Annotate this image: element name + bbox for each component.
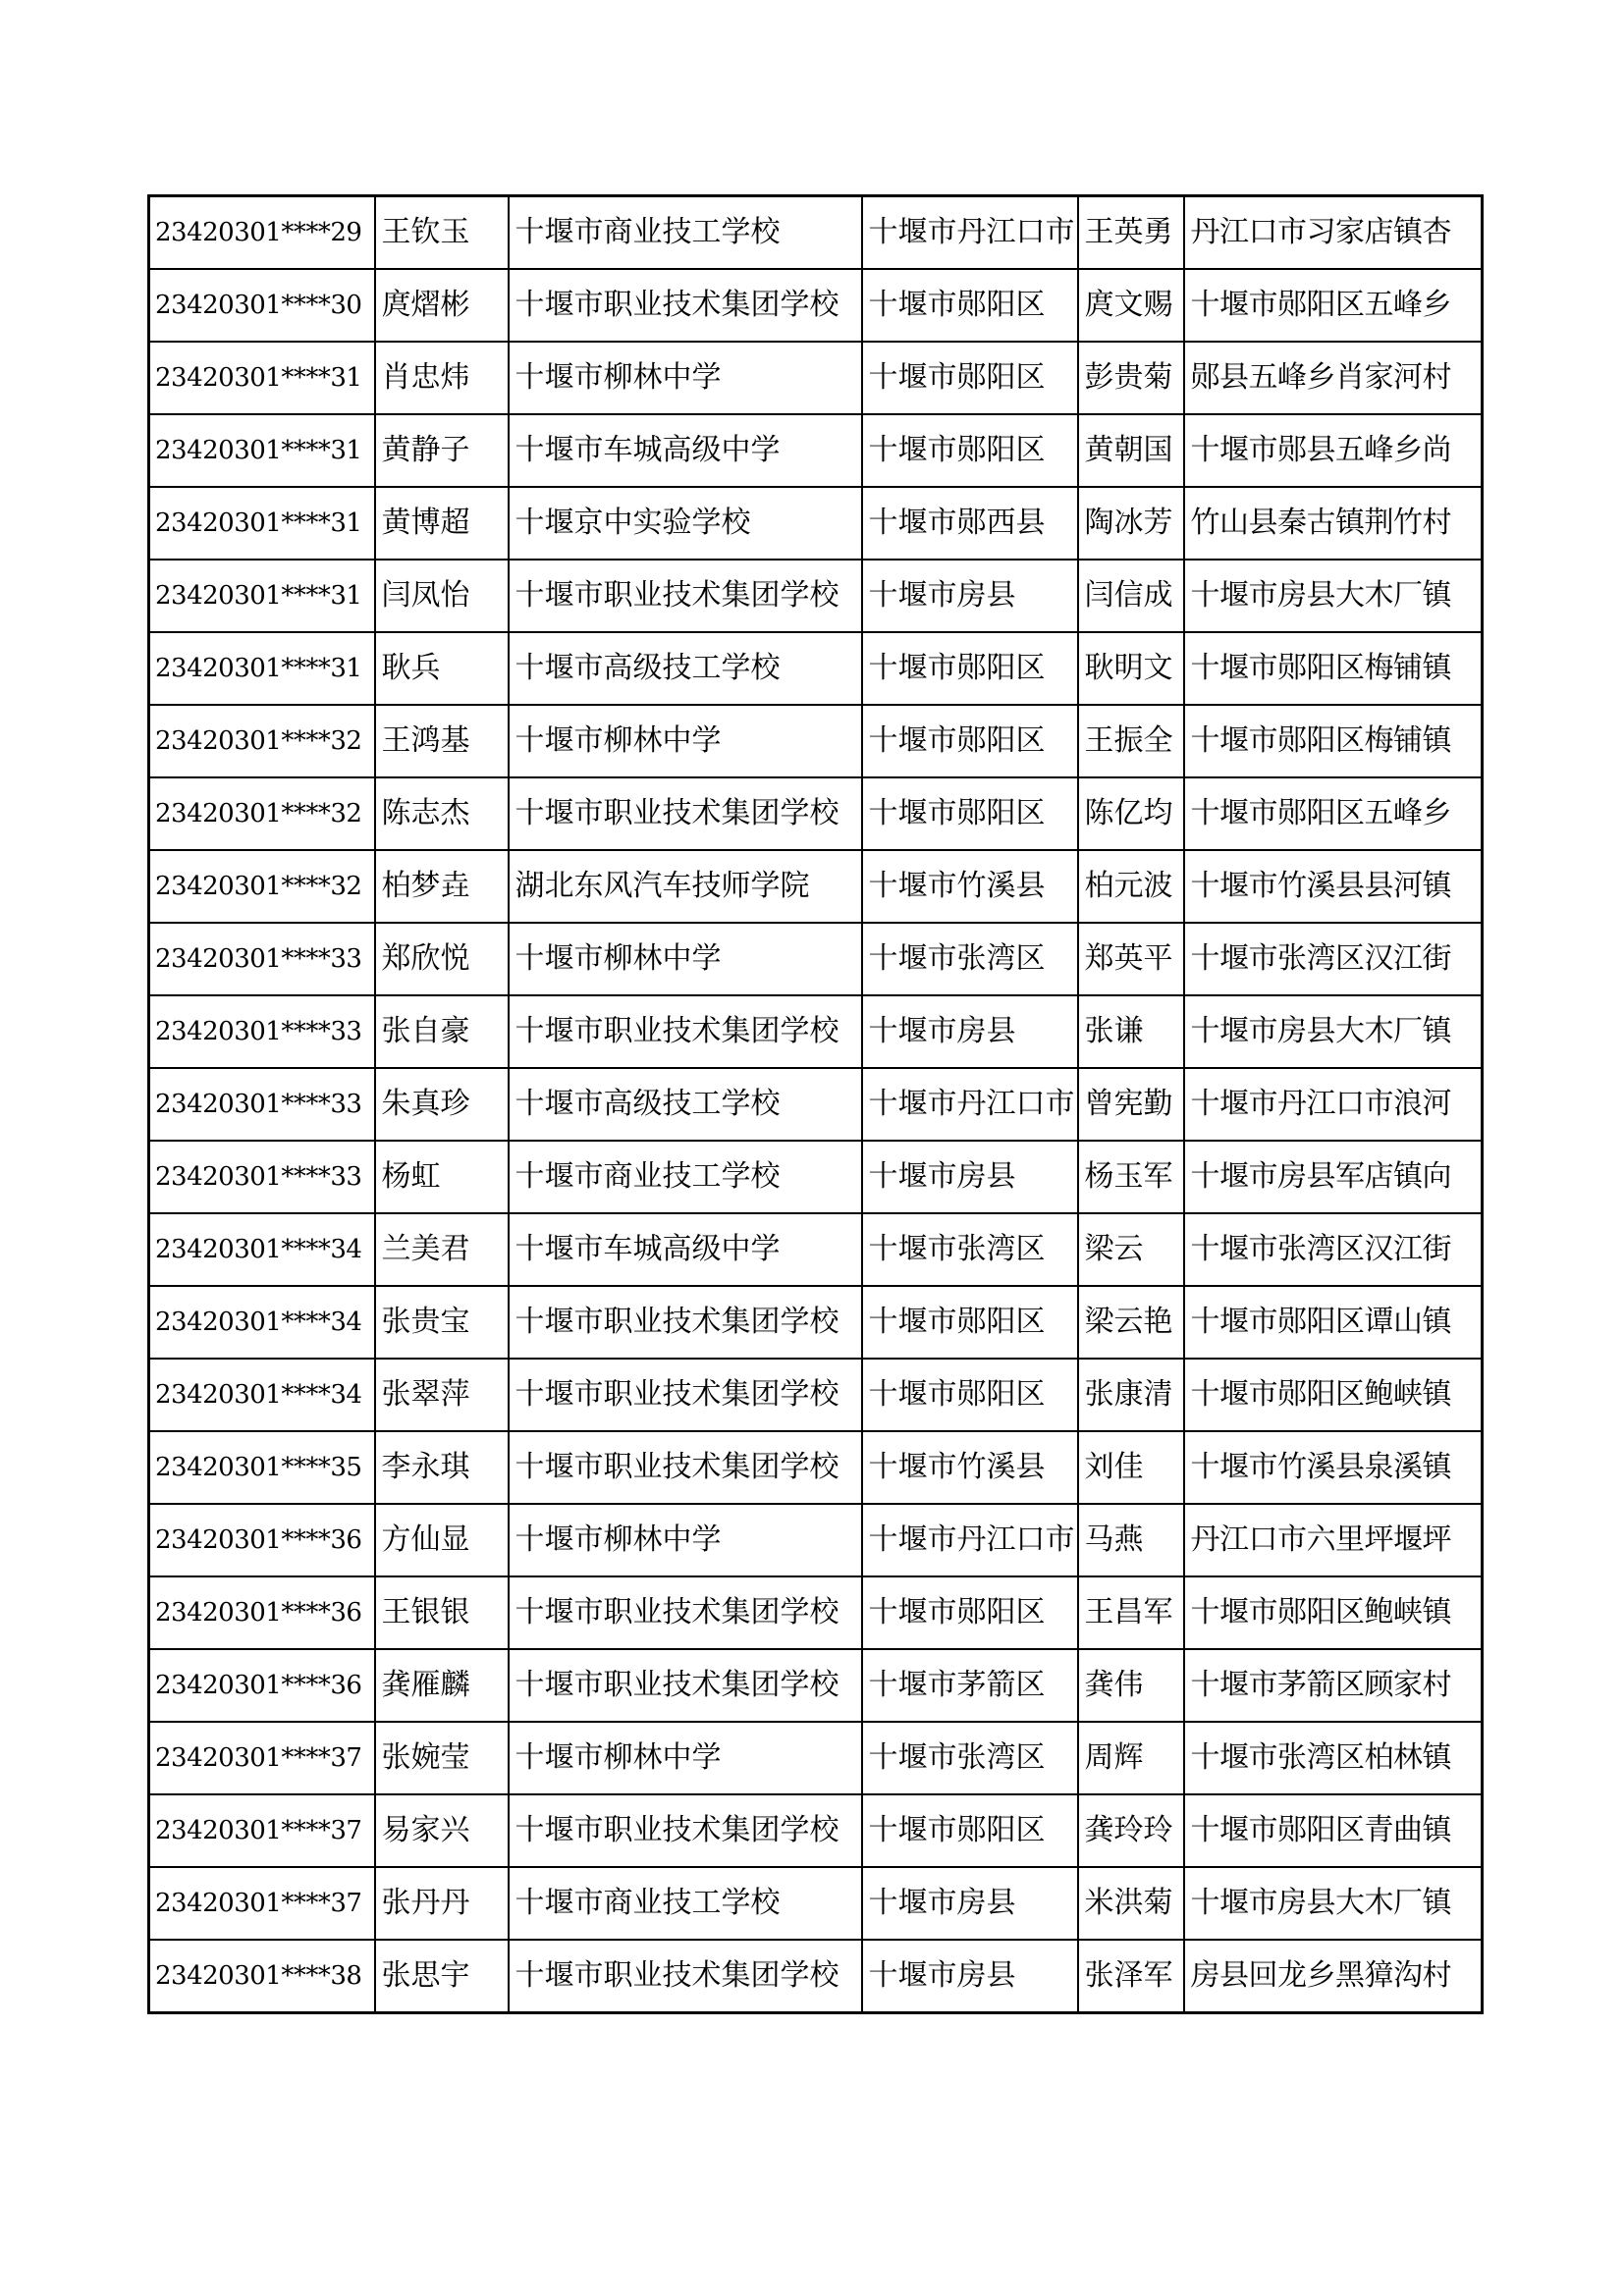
region-cell: 十堰市郧阳区 <box>862 342 1078 414</box>
table-row <box>149 1213 1483 1286</box>
region-cell: 十堰市郧阳区 <box>862 269 1078 342</box>
address-cell: 十堰市房县大木厂镇 <box>1184 560 1483 632</box>
address-cell: 十堰市郧阳区鲍峡镇 <box>1184 1576 1483 1649</box>
guardian-name-cell: 王振全 <box>1078 705 1184 777</box>
student-name-cell: 肖忠炜 <box>375 342 509 414</box>
address-cell: 十堰市竹溪县泉溪镇 <box>1184 1431 1483 1504</box>
address-cell: 竹山县秦古镇荆竹村 <box>1184 487 1483 560</box>
school-cell: 十堰市柳林中学 <box>509 342 862 414</box>
guardian-name-cell: 耿明文 <box>1078 632 1184 705</box>
address-cell: 十堰市房县大木厂镇 <box>1184 1867 1483 1940</box>
address-cell: 十堰市房县大木厂镇 <box>1184 995 1483 1068</box>
table-row <box>149 777 1483 850</box>
school-cell: 十堰市柳林中学 <box>509 923 862 995</box>
guardian-name-cell: 柏元波 <box>1078 850 1184 923</box>
id-number-cell: 23420301****36 <box>149 1649 375 1722</box>
address-cell: 房县回龙乡黑獐沟村 <box>1184 1940 1483 2013</box>
school-cell: 十堰市职业技术集团学校 <box>509 1359 862 1431</box>
student-name-cell: 方仙显 <box>375 1504 509 1576</box>
guardian-name-cell: 王昌军 <box>1078 1576 1184 1649</box>
id-number-cell: 23420301****37 <box>149 1722 375 1794</box>
region-cell: 十堰市房县 <box>862 1141 1078 1213</box>
school-cell: 十堰市职业技术集团学校 <box>509 1940 862 2013</box>
student-name-cell: 龚雁麟 <box>375 1649 509 1722</box>
school-cell: 十堰市商业技工学校 <box>509 1141 862 1213</box>
guardian-name-cell: 周辉 <box>1078 1722 1184 1794</box>
region-cell: 十堰市竹溪县 <box>862 1431 1078 1504</box>
school-cell: 十堰京中实验学校 <box>509 487 862 560</box>
guardian-name-cell: 张康清 <box>1078 1359 1184 1431</box>
guardian-name-cell: 闫信成 <box>1078 560 1184 632</box>
region-cell: 十堰市丹江口市 <box>862 1504 1078 1576</box>
table-row <box>149 414 1483 487</box>
student-name-cell: 李永琪 <box>375 1431 509 1504</box>
id-number-cell: 23420301****35 <box>149 1431 375 1504</box>
student-name-cell: 张婉莹 <box>375 1722 509 1794</box>
id-number-cell: 23420301****34 <box>149 1359 375 1431</box>
table-row <box>149 850 1483 923</box>
student-name-cell: 耿兵 <box>375 632 509 705</box>
region-cell: 十堰市郧阳区 <box>862 1359 1078 1431</box>
region-cell: 十堰市房县 <box>862 1867 1078 1940</box>
student-name-cell: 王鸿基 <box>375 705 509 777</box>
address-cell: 十堰市竹溪县县河镇 <box>1184 850 1483 923</box>
id-number-cell: 23420301****36 <box>149 1576 375 1649</box>
student-name-cell: 张自豪 <box>375 995 509 1068</box>
region-cell: 十堰市郧阳区 <box>862 705 1078 777</box>
region-cell: 十堰市茅箭区 <box>862 1649 1078 1722</box>
table-row <box>149 1504 1483 1576</box>
id-number-cell: 23420301****32 <box>149 850 375 923</box>
region-cell: 十堰市房县 <box>862 995 1078 1068</box>
school-cell: 湖北东风汽车技师学院 <box>509 850 862 923</box>
address-cell: 十堰市郧阳区梅铺镇 <box>1184 705 1483 777</box>
student-name-cell: 郑欣悦 <box>375 923 509 995</box>
table-row <box>149 196 1483 270</box>
school-cell: 十堰市职业技术集团学校 <box>509 1576 862 1649</box>
address-cell: 郧县五峰乡肖家河村 <box>1184 342 1483 414</box>
student-name-cell: 兰美君 <box>375 1213 509 1286</box>
guardian-name-cell: 梁云艳 <box>1078 1286 1184 1359</box>
region-cell: 十堰市郧阳区 <box>862 1794 1078 1867</box>
table-row <box>149 705 1483 777</box>
school-cell: 十堰市车城高级中学 <box>509 414 862 487</box>
guardian-name-cell: 庹文赐 <box>1078 269 1184 342</box>
student-name-cell: 张贵宝 <box>375 1286 509 1359</box>
school-cell: 十堰市职业技术集团学校 <box>509 1286 862 1359</box>
student-name-cell: 黄静子 <box>375 414 509 487</box>
id-number-cell: 23420301****34 <box>149 1213 375 1286</box>
address-cell: 十堰市房县军店镇向 <box>1184 1141 1483 1213</box>
region-cell: 十堰市房县 <box>862 560 1078 632</box>
school-cell: 十堰市职业技术集团学校 <box>509 995 862 1068</box>
id-number-cell: 23420301****37 <box>149 1794 375 1867</box>
student-name-cell: 黄博超 <box>375 487 509 560</box>
student-name-cell: 杨虹 <box>375 1141 509 1213</box>
address-cell: 十堰市郧阳区谭山镇 <box>1184 1286 1483 1359</box>
guardian-name-cell: 王英勇 <box>1078 196 1184 270</box>
school-cell: 十堰市商业技工学校 <box>509 1867 862 1940</box>
student-name-cell: 张翠萍 <box>375 1359 509 1431</box>
id-number-cell: 23420301****32 <box>149 777 375 850</box>
school-cell: 十堰市柳林中学 <box>509 1722 862 1794</box>
region-cell: 十堰市张湾区 <box>862 1213 1078 1286</box>
address-cell: 十堰市郧阳区鲍峡镇 <box>1184 1359 1483 1431</box>
table-row <box>149 1359 1483 1431</box>
id-number-cell: 23420301****31 <box>149 342 375 414</box>
table-row <box>149 1867 1483 1940</box>
id-number-cell: 23420301****33 <box>149 923 375 995</box>
student-roster-table <box>147 194 1484 2014</box>
student-name-cell: 朱真珍 <box>375 1068 509 1141</box>
student-name-cell: 柏梦垚 <box>375 850 509 923</box>
region-cell: 十堰市郧阳区 <box>862 1286 1078 1359</box>
region-cell: 十堰市张湾区 <box>862 1722 1078 1794</box>
guardian-name-cell: 张谦 <box>1078 995 1184 1068</box>
table-row <box>149 632 1483 705</box>
address-cell: 十堰市张湾区汉江街 <box>1184 923 1483 995</box>
region-cell: 十堰市房县 <box>862 1940 1078 2013</box>
school-cell: 十堰市职业技术集团学校 <box>509 1794 862 1867</box>
region-cell: 十堰市郧阳区 <box>862 414 1078 487</box>
guardian-name-cell: 张泽军 <box>1078 1940 1184 2013</box>
table-row <box>149 1722 1483 1794</box>
region-cell: 十堰市张湾区 <box>862 923 1078 995</box>
school-cell: 十堰市柳林中学 <box>509 1504 862 1576</box>
id-number-cell: 23420301****31 <box>149 632 375 705</box>
school-cell: 十堰市职业技术集团学校 <box>509 269 862 342</box>
table-row <box>149 1431 1483 1504</box>
table-row <box>149 1940 1483 2013</box>
address-cell: 十堰市郧县五峰乡尚 <box>1184 414 1483 487</box>
region-cell: 十堰市郧西县 <box>862 487 1078 560</box>
school-cell: 十堰市职业技术集团学校 <box>509 1649 862 1722</box>
guardian-name-cell: 米洪菊 <box>1078 1867 1184 1940</box>
table-row <box>149 1576 1483 1649</box>
id-number-cell: 23420301****36 <box>149 1504 375 1576</box>
id-number-cell: 23420301****37 <box>149 1867 375 1940</box>
school-cell: 十堰市商业技工学校 <box>509 196 862 270</box>
address-cell: 十堰市郧阳区五峰乡 <box>1184 269 1483 342</box>
student-name-cell: 王钦玉 <box>375 196 509 270</box>
id-number-cell: 23420301****33 <box>149 995 375 1068</box>
id-number-cell: 23420301****38 <box>149 1940 375 2013</box>
school-cell: 十堰市车城高级中学 <box>509 1213 862 1286</box>
address-cell: 十堰市郧阳区青曲镇 <box>1184 1794 1483 1867</box>
table-row <box>149 923 1483 995</box>
guardian-name-cell: 黄朝国 <box>1078 414 1184 487</box>
address-cell: 十堰市张湾区汉江街 <box>1184 1213 1483 1286</box>
id-number-cell: 23420301****34 <box>149 1286 375 1359</box>
id-number-cell: 23420301****32 <box>149 705 375 777</box>
address-cell: 十堰市张湾区柏林镇 <box>1184 1722 1483 1794</box>
school-cell: 十堰市高级技工学校 <box>509 632 862 705</box>
student-name-cell: 庹熠彬 <box>375 269 509 342</box>
guardian-name-cell: 郑英平 <box>1078 923 1184 995</box>
roster-body <box>149 196 1483 2013</box>
table-row <box>149 269 1483 342</box>
guardian-name-cell: 陈亿均 <box>1078 777 1184 850</box>
id-number-cell: 23420301****33 <box>149 1141 375 1213</box>
student-name-cell: 陈志杰 <box>375 777 509 850</box>
address-cell: 十堰市丹江口市浪河 <box>1184 1068 1483 1141</box>
address-cell: 十堰市郧阳区梅铺镇 <box>1184 632 1483 705</box>
student-name-cell: 易家兴 <box>375 1794 509 1867</box>
guardian-name-cell: 马燕 <box>1078 1504 1184 1576</box>
school-cell: 十堰市职业技术集团学校 <box>509 777 862 850</box>
table-row <box>149 1141 1483 1213</box>
id-number-cell: 23420301****31 <box>149 560 375 632</box>
id-number-cell: 23420301****29 <box>149 196 375 270</box>
region-cell: 十堰市郧阳区 <box>862 777 1078 850</box>
id-number-cell: 23420301****31 <box>149 487 375 560</box>
guardian-name-cell: 龚玲玲 <box>1078 1794 1184 1867</box>
school-cell: 十堰市职业技术集团学校 <box>509 1431 862 1504</box>
school-cell: 十堰市高级技工学校 <box>509 1068 862 1141</box>
region-cell: 十堰市竹溪县 <box>862 850 1078 923</box>
guardian-name-cell: 陶冰芳 <box>1078 487 1184 560</box>
id-number-cell: 23420301****31 <box>149 414 375 487</box>
table-row <box>149 560 1483 632</box>
student-name-cell: 张思宇 <box>375 1940 509 2013</box>
region-cell: 十堰市郧阳区 <box>862 632 1078 705</box>
table-row <box>149 995 1483 1068</box>
table-row <box>149 487 1483 560</box>
student-name-cell: 闫凤怡 <box>375 560 509 632</box>
region-cell: 十堰市丹江口市 <box>862 1068 1078 1141</box>
table-row <box>149 1649 1483 1722</box>
guardian-name-cell: 龚伟 <box>1078 1649 1184 1722</box>
guardian-name-cell: 曾宪勤 <box>1078 1068 1184 1141</box>
table-row <box>149 342 1483 414</box>
guardian-name-cell: 杨玉军 <box>1078 1141 1184 1213</box>
address-cell: 十堰市茅箭区顾家村 <box>1184 1649 1483 1722</box>
guardian-name-cell: 梁云 <box>1078 1213 1184 1286</box>
region-cell: 十堰市丹江口市 <box>862 196 1078 270</box>
guardian-name-cell: 刘佳 <box>1078 1431 1184 1504</box>
address-cell: 丹江口市习家店镇杏 <box>1184 196 1483 270</box>
table-row <box>149 1794 1483 1867</box>
student-name-cell: 张丹丹 <box>375 1867 509 1940</box>
school-cell: 十堰市柳林中学 <box>509 705 862 777</box>
table-row <box>149 1286 1483 1359</box>
id-number-cell: 23420301****30 <box>149 269 375 342</box>
address-cell: 丹江口市六里坪堰坪 <box>1184 1504 1483 1576</box>
school-cell: 十堰市职业技术集团学校 <box>509 560 862 632</box>
guardian-name-cell: 彭贵菊 <box>1078 342 1184 414</box>
table-row <box>149 1068 1483 1141</box>
id-number-cell: 23420301****33 <box>149 1068 375 1141</box>
address-cell: 十堰市郧阳区五峰乡 <box>1184 777 1483 850</box>
region-cell: 十堰市郧阳区 <box>862 1576 1078 1649</box>
student-name-cell: 王银银 <box>375 1576 509 1649</box>
